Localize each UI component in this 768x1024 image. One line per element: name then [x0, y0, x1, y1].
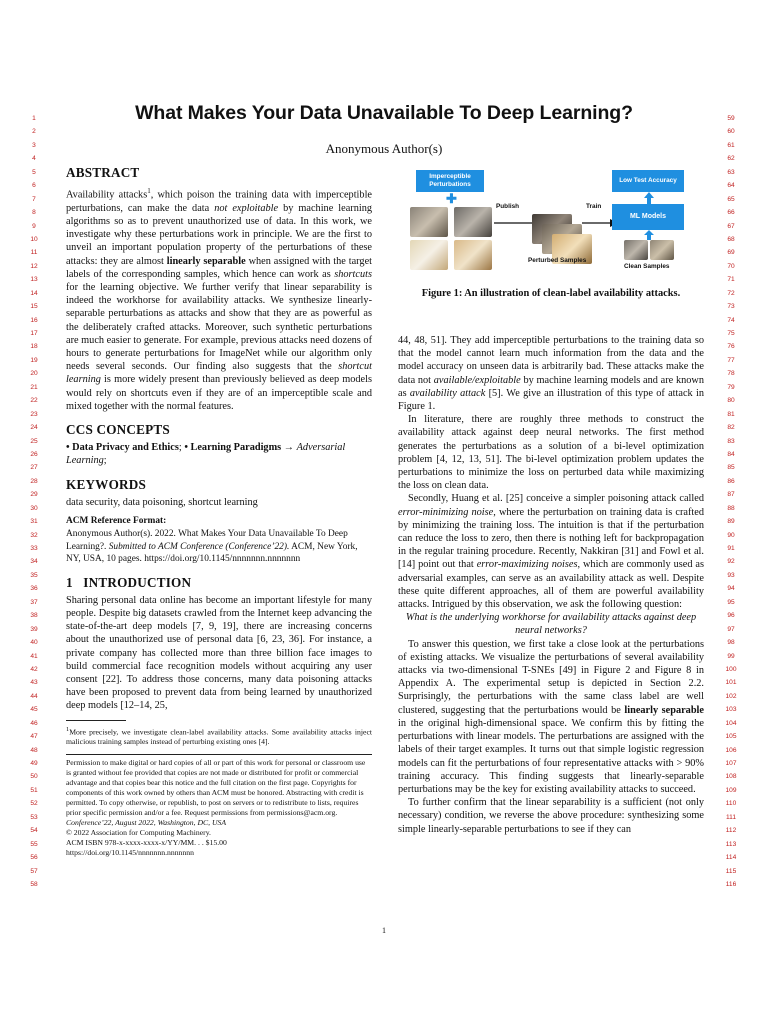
line-number: 44: [30, 692, 38, 700]
low-test-accuracy-box: Low Test Accuracy: [612, 170, 684, 192]
line-number: 101: [725, 679, 737, 687]
plus-icon: ✚: [446, 191, 457, 206]
line-number: 30: [30, 504, 38, 512]
line-number: 64: [727, 182, 735, 190]
right-column: [398, 334, 704, 836]
line-number: 94: [727, 585, 735, 593]
line-number: 74: [727, 316, 735, 324]
line-number: 87: [727, 491, 735, 499]
line-number: 70: [727, 262, 735, 270]
line-number: 14: [30, 289, 38, 297]
line-number: 28: [30, 477, 38, 485]
line-number: 49: [30, 760, 38, 767]
line-number: 10: [30, 235, 38, 243]
line-number: 113: [725, 840, 737, 848]
line-number: 26: [30, 450, 38, 458]
line-number: 18: [30, 343, 38, 351]
line-number: 42: [30, 665, 38, 673]
up-arrow: [644, 192, 654, 204]
line-number: 11: [30, 249, 38, 257]
line-number: 92: [727, 558, 735, 566]
line-number: 3: [32, 141, 36, 149]
line-number: 60: [727, 128, 735, 136]
line-number: 69: [727, 249, 735, 257]
ccs-section: [66, 423, 372, 468]
line-number: 81: [727, 410, 735, 418]
permission-block: Permission to make digital or hard copies of all or part of this work for personal or classroom use is granted without fee provided that copies are not made or distributed for profit or commercial advantage and that copies bear this notice and the full citation on the first page. Copyrights for components of this work owned by others than ACM must be honored. Abstracting with credit is permitted. To copy otherwise, or republish, to post on servers or to redistribute to lists, requires prior specific permission and/or a fee. Request permissions from permissions@acm.org. Conference’22, August 2022, Washington, DC, USA © 2022 Association for Computing Machinery. ACM ISBN 978-x-xxxx-xxxx-x/YY/MM. . . $15.00 https://doi.org/10.1145/nnnnnnn.nnnnnnn: [66, 754, 372, 858]
line-number: 41: [30, 652, 38, 660]
line-number: 27: [30, 464, 38, 472]
right-paragraph-3: Secondly, Huang et al. [25] conceive a simpler poisoning attack called error-minimizing noise, where the perturbation on training data is crafted by minimizing the training loss. The intuition is that if the perturbation can reduce the loss to zero, then there is nothing left for backpropagation in the regular training procedure. Recently, Nakkiran [31] and Fowl et al. [14] point out that error-maximizing noises, which are commonly used as adversarial examples, can serve as an availability attack as well. Despite these quite different approaches, all of them are powerful availability attacks. Intrigued by this observation, we ask the following question:: [398, 493, 705, 611]
line-number: 116: [725, 880, 737, 888]
line-number: 93: [727, 571, 735, 579]
line-number: 99: [727, 652, 735, 660]
line-number: 39: [30, 625, 38, 633]
line-number: 86: [727, 477, 735, 485]
line-number: 63: [727, 168, 735, 176]
line-number: 5: [32, 168, 36, 176]
right-paragraph-2: In literature, there are roughly three methods to construct the availability attack against deep neural networks. The first method generates the perturbations as a solution of a bi-level optimization problem [4, 12, 13, 51]. The bi-level optimization problem updates the perturbations to minimize the loss on perturbed data while maximizing the loss on clean data.: [398, 414, 704, 492]
keywords-section: [66, 478, 372, 509]
line-number: 17: [30, 330, 38, 337]
dog-image: [410, 240, 448, 270]
line-number: 98: [727, 639, 735, 647]
line-number: 22: [30, 397, 38, 405]
up-arrow: [644, 230, 654, 240]
line-number: 77: [727, 356, 735, 364]
line-number: 54: [30, 827, 38, 835]
line-number: 37: [30, 598, 38, 606]
line-number: 13: [30, 276, 38, 284]
line-number: 72: [727, 289, 735, 297]
line-number: 66: [727, 209, 735, 217]
line-number: 110: [725, 800, 737, 808]
page-number: 1: [382, 926, 386, 935]
line-number: 115: [725, 867, 737, 875]
paper-title: What Makes Your Data Unavailable To Deep Learning?: [135, 102, 633, 124]
line-number: 23: [30, 410, 38, 418]
line-number: 67: [727, 222, 735, 230]
line-number: 34: [30, 558, 38, 566]
line-number: 6: [32, 182, 36, 190]
line-number: 112: [725, 827, 737, 835]
line-number: 89: [727, 518, 735, 526]
line-number: 15: [30, 303, 38, 311]
line-number: 91: [727, 545, 735, 552]
line-numbers-right: [721, 112, 741, 891]
line-number: 20: [30, 370, 38, 378]
line-number: 8: [32, 209, 36, 217]
line-number: 79: [727, 383, 735, 391]
line-number: 12: [30, 262, 38, 270]
line-number: 19: [30, 356, 38, 364]
line-number: 7: [32, 195, 36, 203]
right-paragraph-4: To answer this question, we first take a close look at the perturbations of existing attacks. We visualize the perturbations of several availability attacks via two-dimensional T-SNEs [49] in Figure 2 and Figure 8 in Appendix A. The experimental setup is depicted in Section 2.2. Surprisingly, the perturbations with the same class label are well clustered, suggesting that the perturbations would be linearly separable in the original high-dimensional space. We confirm this by fitting the perturbations with linear models. The perturbations are assigned with the labels of their target examples. It turns out that simple logistic regression models can fit the perturbations of four representative attacks with > 90% training accuracy. This finding suggests that linearly-separable perturbations may be the key for existing availability attacks to succeed.: [398, 638, 704, 795]
footnote-rule: [66, 720, 126, 721]
line-number: 95: [727, 598, 735, 606]
line-number: 40: [30, 639, 38, 647]
right-paragraph-5: To further confirm that the linear separability is a sufficient (not only necessary) condition, we reverse the above procedure: synthesizing some simple linearly-separable perturbations to see if they can: [398, 797, 704, 835]
line-number: 82: [727, 424, 735, 432]
line-number: 43: [30, 679, 38, 687]
line-number: 78: [727, 370, 735, 378]
line-number: 59: [727, 115, 735, 122]
figure-1: [408, 168, 708, 278]
figure-1-caption: Figure 1: An illustration of clean-label availability attacks.: [421, 288, 681, 299]
line-number: 61: [727, 141, 735, 149]
line-number: 46: [30, 719, 38, 727]
ml-models-box: ML Models: [612, 204, 684, 230]
line-number: 83: [727, 437, 735, 445]
line-number: 75: [727, 330, 735, 337]
line-number: 108: [725, 773, 737, 781]
abstract-section: [66, 166, 372, 413]
keywords-text: data security, data poisoning, shortcut learning: [66, 496, 258, 508]
line-number: 73: [727, 303, 735, 311]
line-number: 111: [725, 813, 737, 821]
line-number: 62: [727, 155, 735, 163]
line-number: 50: [30, 773, 38, 781]
line-number: 25: [30, 437, 38, 445]
line-number: 9: [32, 222, 36, 230]
line-number: 105: [725, 733, 737, 741]
line-number: 53: [30, 813, 38, 821]
line-number: 88: [727, 504, 735, 512]
line-number: 85: [727, 464, 735, 472]
line-number: 16: [30, 316, 38, 324]
dog-image: [454, 240, 492, 270]
acm-reference-heading: ACM Reference Format:: [66, 516, 167, 527]
line-number: 32: [30, 531, 38, 539]
line-number: 38: [30, 612, 38, 620]
line-number: 80: [727, 397, 735, 405]
acm-reference-text: Anonymous Author(s). 2022. What Makes Your Data Unavailable To Deep Learning?. Submitted to ACM Conference (Conference’22). ACM, New York, NY, USA, 10 pages. https://doi.org/10.1145/nnnnnnn.nnnnnnn: [66, 529, 358, 565]
ccs-heading: CCS CONCEPTS: [66, 422, 170, 438]
cat-image: [410, 207, 448, 237]
line-number: 47: [30, 733, 38, 741]
line-number: 48: [30, 746, 38, 754]
line-number: 55: [30, 840, 38, 848]
line-number: 71: [727, 276, 735, 284]
line-number: 96: [727, 612, 735, 620]
line-number: 90: [727, 531, 735, 539]
line-number: 24: [30, 424, 38, 432]
line-number: 1: [32, 115, 36, 122]
footnote: $^1$More precisely, we investigate clean-label availability attacks. Some availability attacks inject malicious training samples instead of perturbing existing ones [4].: [66, 725, 372, 746]
paper-authors: Anonymous Author(s): [325, 141, 443, 156]
right-paragraph-1: 44, 48, 51]. They add imperceptible perturbations to the training data so that the model cannot learn much information from the data and the model accuracy on unseen data is arbitrarily bad. These attacks make the data not available/exploitable by machine learning models and are known as availability attack [5]. We give an illustration of this type of attack in Figure 1.: [398, 335, 705, 413]
line-number: 84: [727, 450, 735, 458]
intro-heading: 1 INTRODUCTION: [66, 574, 192, 590]
imperceptible-perturbations-box: Imperceptible Perturbations: [416, 170, 484, 192]
acm-reference: [66, 515, 372, 565]
line-number: 114: [725, 854, 737, 862]
clean-cat-image: [650, 240, 674, 260]
line-number: 109: [725, 786, 737, 794]
publish-label: Publish: [496, 203, 520, 210]
clean-cat-image: [624, 240, 648, 260]
line-number: 103: [725, 706, 737, 714]
line-number: 102: [725, 692, 737, 700]
line-numbers-left: [24, 112, 44, 891]
line-number: 97: [727, 625, 735, 633]
ccs-text: • Data Privacy and Ethics; • Learning Paradigms → Adversarial Learning;: [66, 442, 346, 467]
line-number: 29: [30, 491, 38, 499]
line-number: 58: [30, 880, 38, 888]
keywords-heading: KEYWORDS: [66, 476, 147, 492]
line-number: 36: [30, 585, 38, 593]
research-question: What is the underlying workhorse for availability attacks against deep neural networks?: [405, 612, 697, 637]
abstract-heading: ABSTRACT: [66, 165, 140, 180]
intro-section: [66, 576, 372, 713]
line-number: 65: [727, 195, 735, 203]
perturbed-samples-label: Perturbed Samples: [528, 257, 587, 264]
line-number: 4: [32, 155, 36, 163]
line-number: 56: [30, 854, 38, 862]
abstract-text: Availability attacks$^1$, which poison the training data with imperceptible perturbations, can make the data not exploitable by machine learning algorithms so as to prevent unauthorized use of data. In this work, we investigate why these perturbations work in principle. We are the first to unveil an important population property of the perturbations of these attacks: they are almost linearly separable when assigned with the target labels of the corresponding samples, which hence can work as shortcuts for the learning objective. We further verify that linear separability is indeed the workhorse for availability attacks. We synthesize linearly-separable perturbations as attacks and show that they are as powerful as the deliberately crafted attacks. Moreover, such synthetic perturbations are much easier to generate. For example, previous attacks need dozens of hours to generate perturbations for ImageNet while our algorithm only needs several seconds. Our finding also suggests that the shortcut learning is more widely present than previously believed as deep models would rely on shortcuts even if they are of an imperceptible scale and mixed together with the normal features.: [66, 187, 373, 412]
line-number: 107: [725, 760, 737, 767]
left-column: [66, 166, 372, 858]
line-number: 35: [30, 571, 38, 579]
line-number: 21: [30, 383, 38, 391]
line-number: 57: [30, 867, 38, 875]
line-number: 45: [30, 706, 38, 714]
line-number: 68: [727, 235, 735, 243]
line-number: 2: [32, 128, 36, 136]
train-label: Train: [586, 203, 602, 210]
line-number: 76: [727, 343, 735, 351]
line-number: 31: [30, 518, 38, 526]
clean-samples-label: Clean Samples: [624, 263, 670, 270]
line-number: 106: [725, 746, 737, 754]
line-number: 52: [30, 800, 38, 808]
line-number: 33: [30, 545, 38, 552]
cat-image: [454, 207, 492, 237]
intro-text: Sharing personal data online has become an important lifestyle for many people. Despite big datasets crawled from the Internet keep advancing the state-of-the-art deep models [7, 9, 19], there are increasing concerns about the unauthorized use of personal data [6, 23, 36]. For instance, a private company has collected more than three billion face images to build commercial face recognition models without acquiring any user consent [22]. To address those concerns, many data poisoning attacks have been proposed to prevent data from being learned by unauthorized deep models [12–14, 25,: [66, 594, 372, 712]
line-number: 100: [725, 665, 737, 673]
line-number: 51: [30, 786, 38, 794]
line-number: 104: [725, 719, 737, 727]
